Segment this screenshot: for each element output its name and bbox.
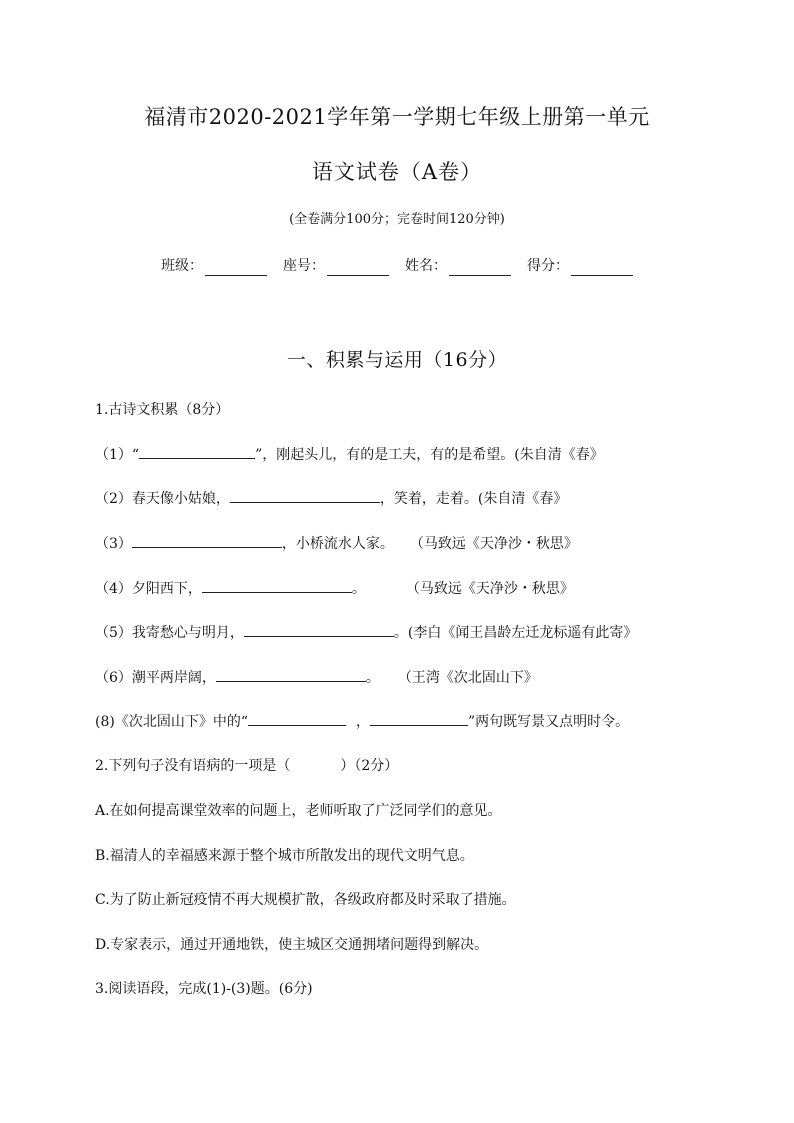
question-1-item-2 xyxy=(95,488,715,509)
seat-field[interactable] xyxy=(283,256,389,276)
question-3-title: 3.阅读语段，完成(1)-(3)题。(6分) xyxy=(95,981,313,997)
item-suffix: 。 xyxy=(351,581,366,597)
option-c: C.为了防止新冠疫情不再大规模扩散，各级政府都及时采取了措施。 xyxy=(95,892,516,908)
answer-blank[interactable] xyxy=(244,622,394,637)
score-field[interactable] xyxy=(527,256,633,276)
item-source: （王湾《次北固山下》 xyxy=(397,670,538,686)
question-1-item-1 xyxy=(95,444,715,465)
item-suffix: ，小桥流水人家。 xyxy=(281,536,394,552)
item-prefix: （4）夕阳西下， xyxy=(95,581,202,597)
option-a: A.在如何提高课堂效率的问题上，老师听取了广泛同学们的意见。 xyxy=(95,803,502,819)
q2-title-suffix: ）（2分） xyxy=(340,758,399,774)
option-d: D.专家表示，通过开通地铁，使主城区交通拥堵问题得到解决。 xyxy=(95,937,489,953)
seat-blank[interactable] xyxy=(327,261,389,276)
score-label: 得分： xyxy=(527,258,569,274)
item-suffix: ”两句既写景又点明时令。 xyxy=(468,714,630,730)
answer-blank[interactable] xyxy=(139,444,255,459)
answer-blank[interactable] xyxy=(216,667,366,682)
item-suffix: ”，刚起头儿，有的是工夫，有的是希望。(朱自清《春》 xyxy=(255,447,604,463)
section-title: 一、积累与运用（16分） xyxy=(286,349,508,371)
question-1-item-5 xyxy=(95,622,715,643)
name-label: 姓名： xyxy=(405,258,447,274)
question-1-item-4 xyxy=(95,578,715,599)
question-1-item-6 xyxy=(95,667,715,688)
item-source: （马致远《天净沙・秋思》 xyxy=(409,536,578,552)
item-source: （马致远《天净沙・秋思》 xyxy=(405,581,574,597)
score-blank[interactable] xyxy=(571,261,633,276)
item-prefix: （3） xyxy=(95,536,132,552)
item-prefix: （2）春天像小姑娘， xyxy=(95,491,230,507)
name-blank[interactable] xyxy=(449,261,511,276)
item-prefix: (8)《次北固山下》中的“ xyxy=(95,714,248,730)
item-suffix: 。 xyxy=(365,670,380,686)
class-blank[interactable] xyxy=(205,261,267,276)
item-prefix: （1）“ xyxy=(95,447,140,463)
exam-title: 福清市2020-2021学年第一学期七年级上册第一单元 xyxy=(144,105,650,129)
q2-title-prefix: 2.下列句子没有语病的一项是（ xyxy=(95,758,291,774)
option-b: B.福清人的幸福感来源于整个城市所散发出的现代文明气息。 xyxy=(95,848,474,864)
item-prefix: （5）我寄愁心与明月， xyxy=(95,625,244,641)
answer-blank-1[interactable] xyxy=(248,711,346,726)
exam-note: (全卷满分100分；完卷时间120分钟) xyxy=(289,212,505,227)
class-field[interactable] xyxy=(161,256,267,276)
answer-blank[interactable] xyxy=(132,533,282,548)
class-label: 班级： xyxy=(161,258,203,274)
item-suffix: ，笑着，走着。(朱自清《春》 xyxy=(379,491,568,507)
answer-blank[interactable] xyxy=(202,578,352,593)
exam-subtitle: 语文试卷（A卷） xyxy=(311,160,483,184)
question-1-title: 1.古诗文积累（8分） xyxy=(95,402,230,418)
answer-blank[interactable] xyxy=(230,488,380,503)
student-info-row xyxy=(0,256,794,276)
item-prefix: （6）潮平两岸阔， xyxy=(95,670,216,686)
question-1-item-8 xyxy=(95,711,715,732)
question-2-title xyxy=(95,756,715,776)
item-middle: ， xyxy=(356,714,370,730)
item-suffix: 。(李白《闻王昌龄左迁龙标遥有此寄》 xyxy=(393,625,638,641)
answer-blank-2[interactable] xyxy=(370,711,468,726)
question-1-item-3 xyxy=(95,533,715,554)
name-field[interactable] xyxy=(405,256,511,276)
seat-label: 座号： xyxy=(283,258,325,274)
